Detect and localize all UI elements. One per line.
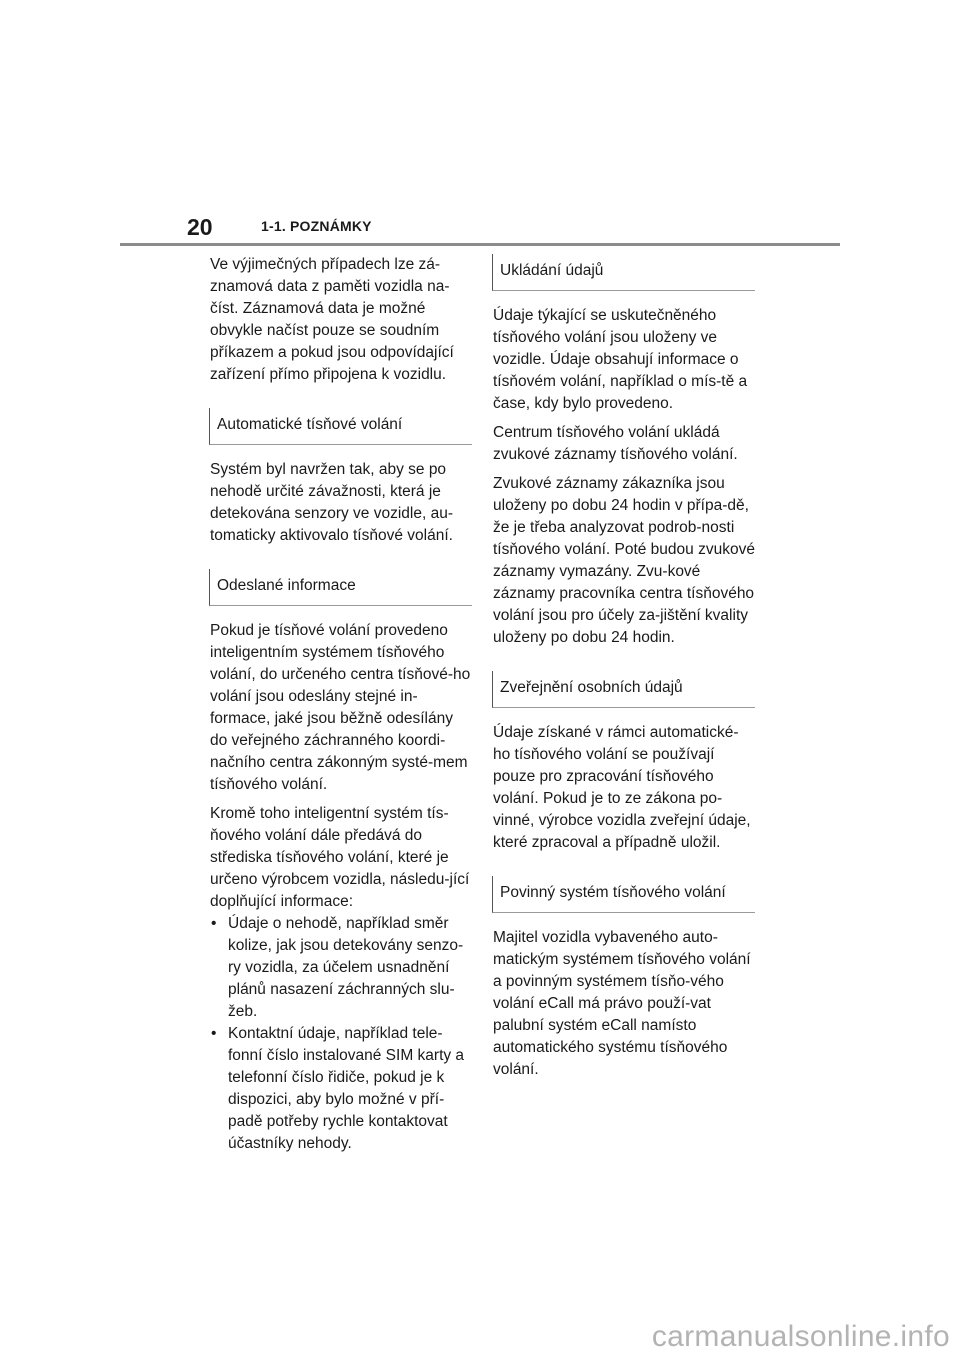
subheading-personal-data-disclosure: Zveřejnění osobních údajů: [492, 671, 755, 708]
left-column: [210, 254, 472, 1155]
additional-info-list: [210, 913, 472, 1155]
header-divider: [120, 243, 840, 246]
subheading-data-storage: Ukládání údajů: [492, 254, 755, 291]
site-watermark: carmanualsonline.info: [651, 1320, 950, 1353]
sent-info-paragraph-2: Kromě toho inteligentní systém tís-ňového volání dále předává do střediska tísňového volání, které je určeno výrobcem vozidla, následu-jící doplňující informace:: [210, 805, 470, 910]
list-item-text: Údaje o nehodě, například směr kolize, jak jsou detekovány senzo-ry vozidla, za účelem usnadnění plánů nasazení záchranných slu-žeb.: [228, 915, 464, 1020]
page-number: 20: [187, 214, 213, 240]
disclosure-paragraph: Údaje získané v rámci automatické-ho tísňového volání se používají pouze pro zpracování tísňového volání. Pokud je to ze zákona po-vinné, výrobce vozidla zveřejní údaje, které zpracoval a případně uložil.: [493, 724, 751, 851]
bullet-icon: •: [211, 915, 217, 932]
automatic-call-paragraph: Systém byl navržen tak, aby se po nehodě určité závažnosti, která je detekována senzory ve vozidle, au-tomaticky aktivovalo tísňové volání.: [210, 461, 453, 544]
list-item: [210, 1023, 472, 1155]
mandatory-paragraph: Majitel vozidla vybaveného auto-matickým systémem tísňového volání a povinným systémem tísňo-vého volání eCall má právo použí-vat palubní systém eCall namísto automatického systému tísňového volání.: [493, 929, 751, 1078]
storage-paragraph-2: Centrum tísňového volání ukládá zvukové záznamy tísňového volání.: [493, 424, 738, 463]
subheading-automatic-emergency-call: Automatické tísňové volání: [209, 408, 472, 445]
intro-paragraph: Ve výjimečných případech lze zá-znamová data z paměti vozidla na-číst. Záznamová data je možné obvykle načíst pouze se soudním příkazem a pokud jsou odpovídající zařízení přímo připojena k vozidlu.: [210, 256, 454, 383]
bullet-icon: •: [211, 1025, 217, 1042]
subheading-mandatory-emergency-system: Povinný systém tísňového volání: [492, 876, 755, 913]
section-title: 1-1. POZNÁMKY: [261, 218, 372, 234]
sent-info-paragraph-1: Pokud je tísňové volání provedeno inteligentním systémem tísňového volání, do určeného centra tísňové-ho volání jsou odeslány stejné in-formace, jaké jsou běžně odesílány do veřejného záchranného koordi-načního centra zákonným systé-mem tísňového volání.: [210, 622, 471, 793]
right-column: [493, 254, 755, 1088]
list-item-text: Kontaktní údaje, například tele-fonní číslo instalované SIM karty a telefonní číslo řidiče, pokud je k dispozici, aby bylo možné v pří-padě potřeby rychle kontaktovat účastníky nehody.: [228, 1025, 465, 1152]
storage-paragraph-3: Zvukové záznamy zákazníka jsou uloženy po dobu 24 hodin v přípa-dě, že je třeba analyzovat podrob-nosti tísňového volání. Poté budou zvukové záznamy vymazány. Zvu-kové záznamy pracovníka centra tísňového volání jsou pro účely za-jištění kvality uloženy po dobu 24 hodin.: [493, 475, 755, 646]
list-item: [210, 913, 472, 1023]
storage-paragraph-1: Údaje týkající se uskutečněného tísňového volání jsou uloženy ve vozidle. Údaje obsahují informace o tísňovém volání, například o mís-tě a čase, kdy bylo provedeno.: [493, 307, 748, 412]
subheading-sent-information: Odeslané informace: [209, 569, 472, 606]
